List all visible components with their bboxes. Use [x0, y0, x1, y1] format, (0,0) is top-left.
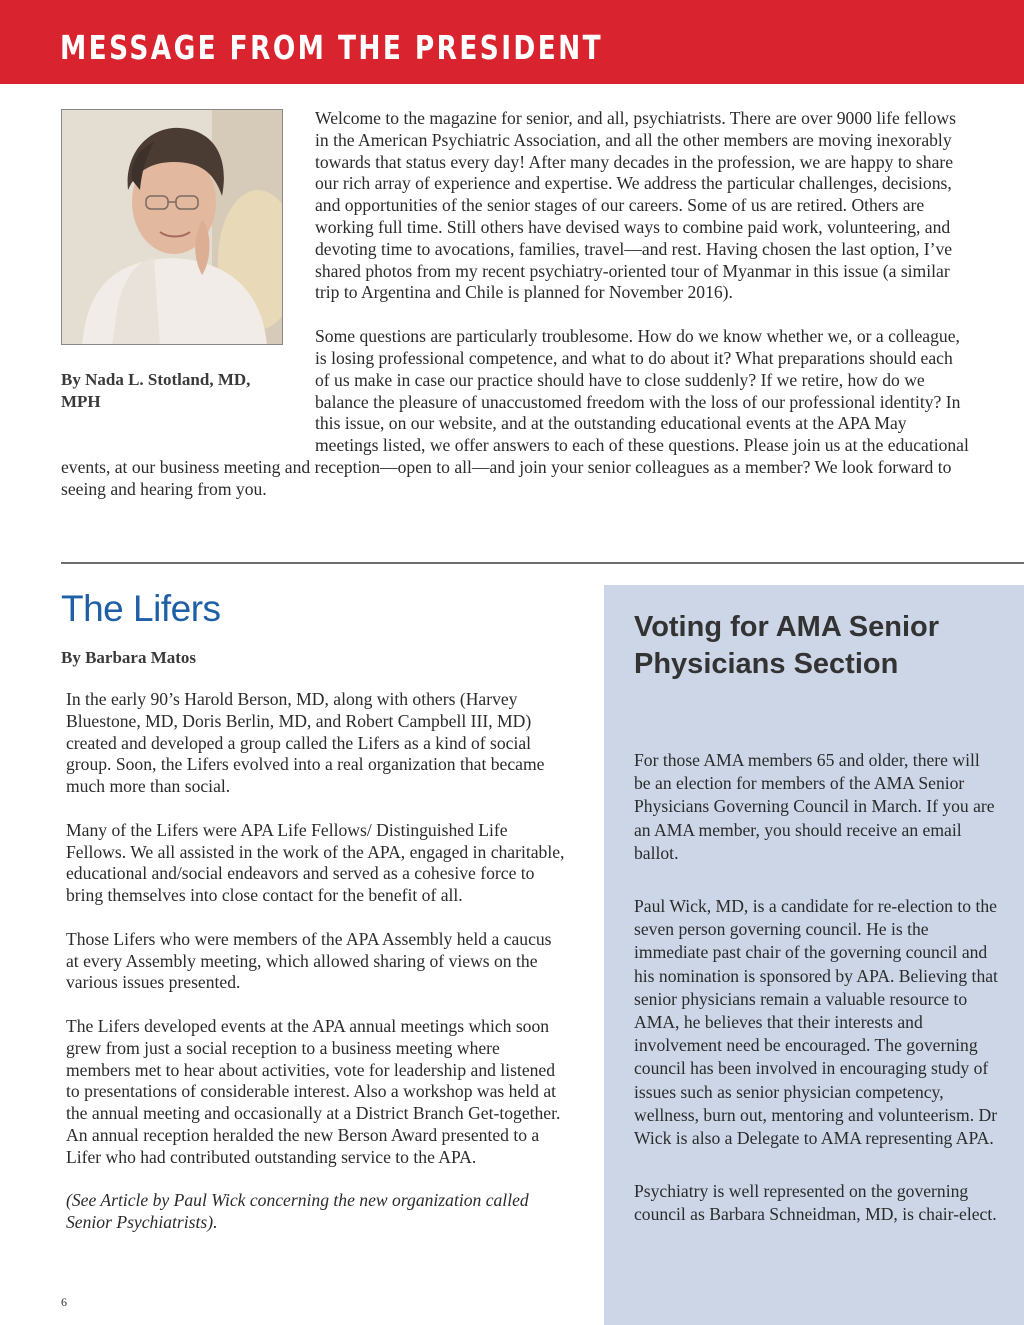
president-message	[61, 108, 971, 501]
voting-sidebar	[604, 585, 1024, 1325]
lifers-title: The Lifers	[61, 588, 221, 629]
page-number: 6	[61, 1295, 67, 1309]
page-title: MESSAGE FROM THE PRESIDENT	[60, 28, 604, 67]
president-paragraph: Welcome to the magazine for senior, and all, psychiatrists. There are over 9000 life fellows in the American Psychiatric Association, and all the other members are moving inexorably towards that status every day! After many decades in the profession, we are happy to share our rich array of experience and expertise. We address the particular challenges, decisions, and opportunities of the senior stages of our careers. Some of us are retired. Others are working full time. Still others have devised ways to combine paid work, volunteering, and devoting time to avocations, families, travel—and rest. Having chosen the last option, I’ve shared photos from my recent psychiatry-oriented tour of Myanmar in this issue (a similar trip to Argentina and Chile is planned for November 2016).	[315, 108, 956, 303]
lifers-paragraph: Many of the Lifers were APA Life Fellows/ Distinguished Life Fellows. We all assisted in the work of the APA, engaged in charitable, educational and/social endeavors and served as a cohesive force to bring themselves into close contact for the benefit of all.	[66, 819, 565, 906]
lifers-paragraph: The Lifers developed events at the APA annual meetings which soon grew from just a social reception to a business meeting where members met to hear about activities, vote for leadership and listened to presentations of considerable interest. Also a workshop was held at the annual meeting and occasionally at a District Branch Get-together. An annual reception heralded the new Berson Award presented to a Lifer who had contributed outstanding service to the APA.	[66, 1015, 561, 1167]
lifers-paragraph: In the early 90’s Harold Berson, MD, along with others (Harvey Bluestone, MD, Doris Berlin, MD, and Robert Campbell III, MD) created and developed a group called the Lifers as a kind of social group. Soon, the Lifers evolved into a real organization that became much more than social.	[66, 689, 545, 797]
lifers-article	[66, 689, 566, 1256]
lifers-paragraph: Those Lifers who were members of the APA Assembly held a caucus at every Assembly meeting, which allowed sharing of views on the various issues presented.	[66, 928, 552, 993]
lifers-byline: By Barbara Matos	[61, 648, 197, 667]
sidebar-paragraph: Paul Wick, MD, is a candidate for re-election to the seven person governing council. He is the immediate past chair of the governing council and his nomination is sponsored by APA. Believing that senior physicians remain a valuable resource to AMA, he believes that their interests and involvement need be encouraged. The governing council has been involved in encouraging study of issues such as senior physician competency, wellness, burn out, mentoring and volunteerism. Dr Wick is also a Delegate to AMA representing APA.	[634, 896, 998, 1149]
header-banner	[0, 0, 1024, 84]
sidebar-paragraph: For those AMA members 65 and older, there will be an election for members of the AMA Senior Physicians Governing Council in March. If you are an AMA member, you should receive an email ballot.	[634, 750, 995, 863]
sidebar-title: Voting for AMA Senior Physicians Section	[634, 611, 940, 680]
lifers-note: (See Article by Paul Wick concerning the new organization called Senior Psychiatrists).	[66, 1190, 529, 1233]
president-byline: By Nada L. Stotland, MD, MPH	[61, 370, 251, 411]
section-divider	[61, 562, 1024, 564]
sidebar-paragraph: Psychiatry is well represented on the governing council as Barbara Schneidman, MD, is chair-elect.	[634, 1181, 997, 1225]
president-paragraph: Some questions are particularly troublesome. How do we know whether we, or a colleague, is losing professional competence, and what to do about it? What preparations should each of us make in case our practice should have to close suddenly? If we retire, how do we balance the pleasure of unaccustomed freedom with the loss of our professional identity? In this issue, on our website, and at the outstanding educational events at the APA May meetings listed, we offer answers to each of these questions. Please join us at the educational events, at our business meeting and reception—open to all—and join your senior colleagues as a member? We look forward to seeing and hearing from you.	[61, 326, 969, 499]
sidebar-body	[634, 749, 999, 1257]
